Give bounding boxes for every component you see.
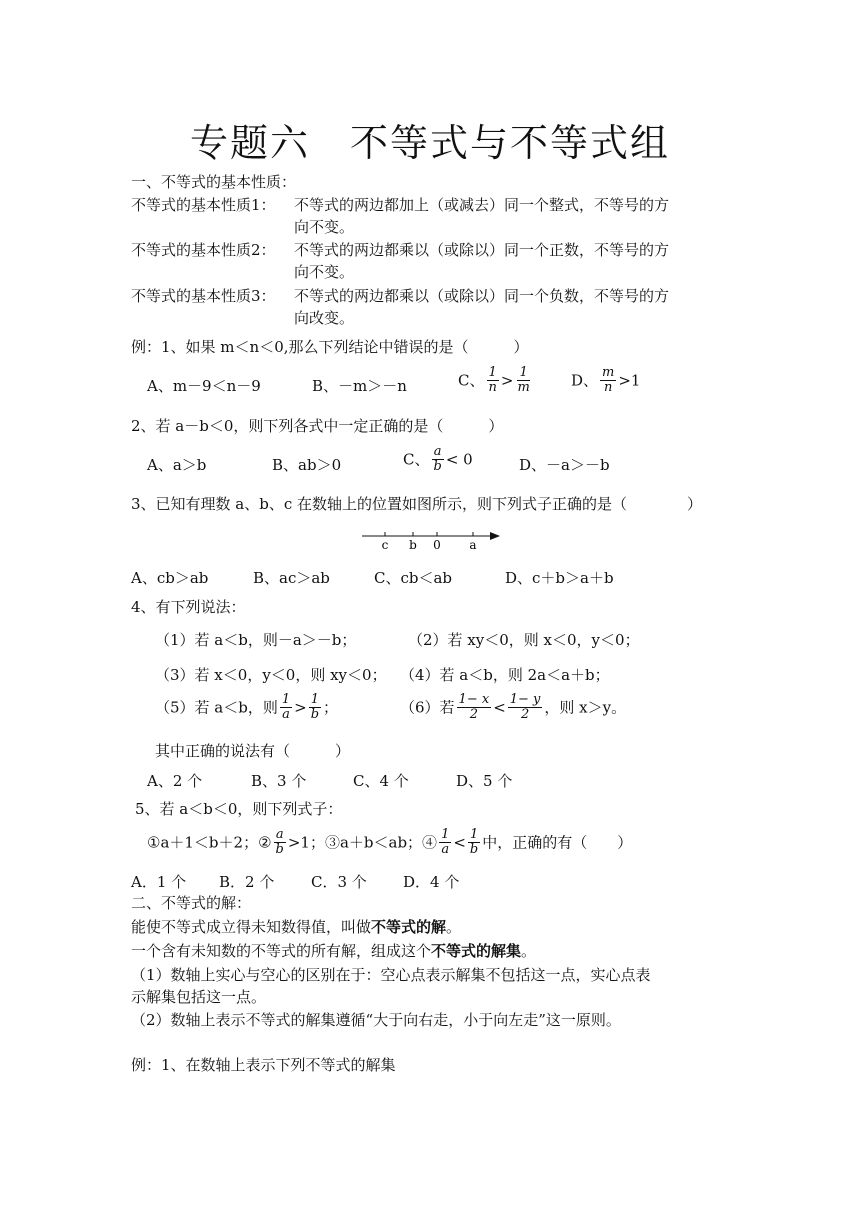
q4-statement-2: （2）若 xy＜0，则 x＜0，y＜0； (408, 631, 640, 649)
label-c: c (381, 538, 389, 552)
def1-term: 不等式的解 (371, 918, 447, 936)
q1-d-label: D、 (571, 371, 599, 390)
page-title: 专题六 不等式与不等式组 (189, 121, 670, 165)
q5-e4-num2: 1 (469, 827, 479, 842)
q3-option-c: C、cb＜ab (374, 569, 453, 587)
q5-stem: 5、若 a＜b＜0，则下列式子： (135, 800, 343, 818)
q4-s6-post: ，则 x＞y。 (544, 698, 627, 717)
property1-text: 不等式的两边都加上（或减去）同一个整式，不等号的方 (294, 196, 670, 214)
q4-option-a: A、2 个 (147, 772, 203, 790)
label-0: 0 (433, 538, 441, 552)
q5-option-d: D．4 个 (403, 873, 460, 891)
q4-s5-frac1 (280, 693, 292, 722)
def1-text: 能使不等式成立得未知数得值，叫做 (131, 918, 372, 936)
property2-text-cont: 向不变。 (294, 263, 355, 281)
q4-s6-den1: 2 (469, 707, 478, 722)
q5-e2-num: a (275, 827, 284, 842)
q3-stem: 3、已知有理数 a、b、c 在数轴上的位置如图所示，则下列式子正确的是（ ） (131, 495, 703, 513)
q4-s5-pre: （5）若 a＜b，则 (155, 698, 278, 717)
q2-c-rest: < 0 (445, 450, 473, 469)
number-line (360, 526, 505, 552)
q5-e4-frac2 (468, 828, 480, 857)
q4-s6-den2: 2 (520, 707, 530, 722)
label-a: a (469, 538, 477, 552)
q1-c-den2: m (517, 380, 530, 395)
q1-c-op: > (500, 371, 514, 390)
q4-statement-3: （3）若 x＜0，y＜0，则 xy＜0； (155, 666, 387, 684)
section2-heading: 二、不等式的解： (131, 894, 252, 912)
q1-option-a: A、m－9＜n－9 (147, 377, 261, 395)
q5-e4-frac1 (439, 828, 451, 857)
note-2: （2）数轴上表示不等式的解集遵循“大于向右走，小于向左走”这一原则。 (131, 1011, 621, 1029)
q5-e2-frac (274, 828, 286, 857)
q5-option-c: C．3 个 (311, 873, 367, 891)
q5-option-a: A．1 个 (131, 873, 187, 891)
q5-option-b: B．2 个 (219, 873, 275, 891)
q2-option-c (403, 445, 473, 474)
q5-e4-den2: b (469, 842, 479, 857)
q4-s6-frac2 (508, 693, 543, 722)
property1-text-cont: 向不变。 (294, 218, 355, 236)
q5-e4-op: < (453, 833, 466, 852)
q1-d-frac (600, 366, 616, 395)
q5-e2-rest: >1；③a＋b＜ab；④ (287, 833, 438, 852)
q1-option-c (458, 366, 534, 395)
q1-stem: 例：1、如果 m＜n＜0,那么下列结论中错误的是（ ） (131, 338, 529, 356)
property2-label: 不等式的基本性质2： (131, 241, 276, 259)
q4-s5-den2: b (310, 707, 320, 722)
q5-tail: 中，正确的有（ ） (482, 833, 633, 852)
q4-ask: 其中正确的说法有（ ） (155, 742, 351, 760)
def2-text: 一个含有未知数的不等式的所有解，组成这个 (131, 942, 432, 960)
example-heading: 例：1、在数轴上表示下列不等式的解集 (131, 1056, 396, 1074)
property1-label: 不等式的基本性质1： (131, 196, 276, 214)
q4-s5-frac2 (309, 693, 321, 722)
q1-option-b: B、－m＞－n (312, 377, 407, 395)
q4-s5-num1: 1 (281, 692, 291, 707)
property3-label: 不等式的基本性质3： (131, 287, 276, 305)
q4-option-c: C、4 个 (353, 772, 409, 790)
q5-expressions (147, 828, 632, 857)
q2-option-a: A、a＞b (147, 456, 207, 474)
q4-option-d: D、5 个 (456, 772, 513, 790)
q5-e2-den: b (275, 842, 284, 857)
property3-text: 不等式的两边都乘以（或除以）同一个负数，不等号的方 (294, 287, 670, 305)
q2-c-label: C、 (403, 450, 430, 469)
q1-d-num: m (602, 365, 615, 380)
q5-e1: ①a＋1＜b＋2；② (147, 833, 272, 852)
q1-c-frac2 (515, 366, 531, 395)
q4-s6-pre: （6）若 (400, 698, 455, 717)
q4-statement-1: （1）若 a＜b，则－a＞－b； (155, 631, 357, 649)
number-line-arrow (490, 532, 500, 540)
property2-text: 不等式的两边都乘以（或除以）同一个正数，不等号的方 (294, 241, 670, 259)
q4-s6-num2: 1− y (509, 692, 541, 707)
q4-statement-5 (155, 693, 338, 722)
q4-option-b: B、3 个 (251, 772, 307, 790)
q2-option-d: D、－a＞－b (519, 456, 610, 474)
q4-s6-num1: 1− x (458, 692, 490, 707)
def2-end: 。 (521, 942, 537, 960)
q2-c-frac (431, 445, 443, 474)
q2-c-den: b (433, 459, 442, 474)
property3-text-cont: 向改变。 (294, 309, 355, 327)
q4-s5-num2: 1 (310, 692, 320, 707)
q4-s6-op: < (493, 698, 506, 717)
q1-c-num2: 1 (519, 365, 528, 380)
q1-c-den1: n (488, 380, 497, 395)
q3-option-a: A、cb＞ab (131, 569, 209, 587)
q4-s5-den1: a (282, 707, 290, 722)
q5-e4-den1: a (441, 842, 450, 857)
def2-term: 不等式的解集 (431, 942, 522, 960)
q1-option-d (571, 366, 640, 395)
q3-option-b: B、ac＞ab (253, 569, 330, 587)
q4-s5-op: > (294, 698, 307, 717)
q2-c-num: a (433, 444, 442, 459)
q4-stem: 4、有下列说法： (131, 598, 246, 616)
q4-s6-frac1 (457, 693, 492, 722)
note-1-cont: 示解集包括这一点。 (131, 988, 267, 1006)
q1-d-den: n (604, 380, 613, 395)
q2-option-b: B、ab＞0 (272, 456, 342, 474)
def1-end: 。 (446, 918, 462, 936)
definition-solution (131, 917, 461, 937)
q4-statement-6 (400, 693, 626, 722)
q1-c-frac1 (486, 366, 498, 395)
q4-s5-post: ； (323, 698, 339, 717)
q3-option-d: D、c＋b＞a＋b (505, 569, 614, 587)
q4-statement-4: （4）若 a＜b，则 2a＜a＋b； (400, 666, 610, 684)
section1-heading: 一、不等式的基本性质： (131, 173, 297, 191)
q1-c-label: C、 (458, 371, 485, 390)
q5-e4-num1: 1 (441, 827, 450, 842)
q2-stem: 2、若 a－b＜0，则下列各式中一定正确的是（ ） (131, 417, 504, 435)
q1-d-rest: >1 (618, 371, 641, 390)
label-b: b (409, 538, 417, 552)
q1-c-num1: 1 (488, 365, 497, 380)
note-1: （1）数轴上实心与空心的区别在于：空心点表示解集不包括这一点，实心点表 (131, 966, 651, 984)
definition-solution-set (131, 941, 536, 961)
